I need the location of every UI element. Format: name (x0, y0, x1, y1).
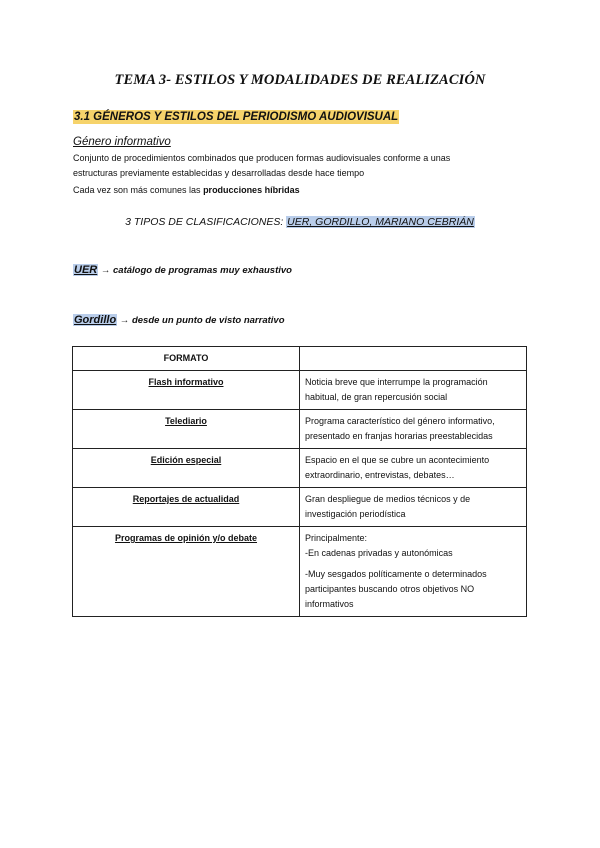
description-line: -En cadenas privadas y autonómicas (305, 548, 453, 558)
table-header-description (300, 347, 527, 371)
description-line: presentado en franjas horarias preestablecidas (305, 431, 493, 441)
classification-names: UER, GORDILLO, MARIANO CEBRIÁN (287, 216, 474, 228)
description-line: Espacio en el que se cubre un acontecimiento (305, 455, 490, 465)
paragraph-line-3-bold: producciones híbridas (203, 185, 300, 195)
format-cell (73, 527, 300, 617)
description-cell (300, 449, 527, 488)
table-row (73, 371, 527, 410)
table-row (73, 410, 527, 449)
table-header-format: FORMATO (73, 347, 300, 371)
description-cell (300, 488, 527, 527)
description-line: habitual, de gran repercusión social (305, 392, 448, 402)
description-line: extraordinario, entrevistas, debates… (305, 470, 455, 480)
description-line: Principalmente: (305, 533, 368, 543)
uer-entry (73, 264, 292, 276)
format-name: Programas de opinión y/o debate (114, 533, 258, 543)
description-line: -Muy sesgados políticamente o determinados (305, 569, 487, 579)
format-cell (73, 371, 300, 410)
description-line: Gran despliegue de medios técnicos y de (305, 494, 471, 504)
section-heading (73, 111, 399, 123)
description-line: investigación periodística (305, 509, 406, 519)
table-header-row (73, 347, 527, 371)
description-line: informativos (305, 599, 354, 609)
description-cell (300, 371, 527, 410)
format-name: Telediario (165, 416, 207, 426)
section-heading-text: 3.1 GÉNEROS Y ESTILOS DEL PERIODISMO AUDIOVISUAL (74, 111, 399, 123)
classification-prefix: 3 TIPOS DE CLASIFICACIONES: (125, 216, 287, 228)
description-cell (300, 410, 527, 449)
description-cell (300, 527, 527, 617)
page-title: TEMA 3- ESTILOS Y MODALIDADES DE REALIZACIÓN (114, 72, 486, 88)
description-line: Programa característico del género informativo, (305, 416, 495, 426)
paragraph-line-3-prefix: Cada vez son más comunes las (73, 185, 204, 195)
uer-description: → catálogo de programas muy exhaustivo (98, 265, 292, 276)
gordillo-entry (73, 314, 285, 326)
classification-line (0, 216, 600, 228)
format-cell (73, 449, 300, 488)
gordillo-description: → desde un punto de visto narrativo (117, 315, 285, 326)
format-cell (73, 488, 300, 527)
description-line: Noticia breve que interrumpe la programación (305, 377, 488, 387)
paragraph-line-3 (73, 183, 300, 198)
format-table (72, 346, 527, 617)
format-name: Flash informativo (148, 377, 224, 387)
format-name: Edición especial (150, 455, 222, 465)
uer-term: UER (74, 264, 98, 276)
description-line: participantes buscando otros objetivos NO (305, 584, 475, 594)
table-row (73, 449, 527, 488)
table-row (73, 527, 527, 617)
paragraph-line-1: Conjunto de procedimientos combinados que producen formas audiovisuales conforme a unas (73, 153, 451, 163)
gordillo-term: Gordillo (74, 314, 117, 326)
format-name: Reportajes de actualidad (132, 494, 240, 504)
paragraph-line-2: estructuras previamente establecidas y desarrolladas desde hace tiempo (73, 168, 365, 178)
table-row (73, 488, 527, 527)
subheading: Género informativo (73, 136, 171, 148)
format-cell (73, 410, 300, 449)
